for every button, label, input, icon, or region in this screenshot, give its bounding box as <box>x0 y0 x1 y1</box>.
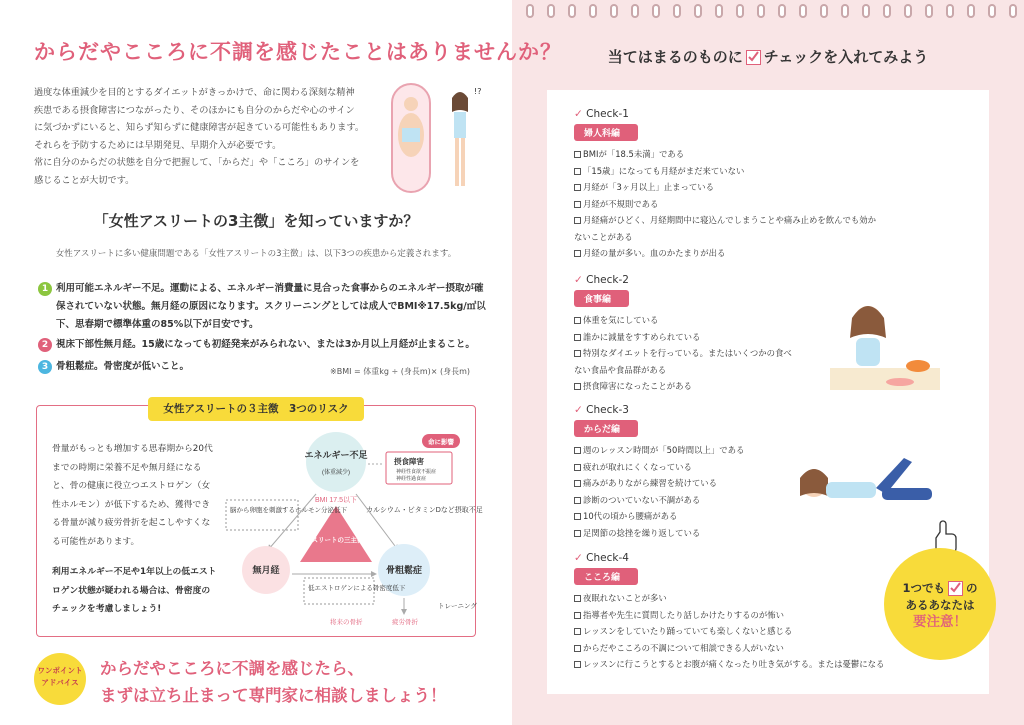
checkbox[interactable] <box>574 464 581 471</box>
checklist-item-text: レッスンに行こうとするとお腹が痛くなったり吐き気がする。または憂鬱になる <box>583 659 885 669</box>
checkbox[interactable] <box>574 201 581 208</box>
eating-girl-illustration <box>830 298 940 394</box>
intro-line: 常に自分のからだの状態を自分で把握して、「からだ」や「こころ」のサインを <box>34 157 360 168</box>
category-label: こころ編 <box>574 568 638 585</box>
energy-label: エネルギー不足 <box>304 450 368 460</box>
checklist-item[interactable] <box>574 590 884 607</box>
binder-ring <box>862 4 870 18</box>
fatigue-fracture-label: 疲労骨折 <box>392 619 418 626</box>
binder-ring <box>883 4 891 18</box>
definition-text: 骨粗鬆症。骨密度が低いこと。 <box>56 361 190 372</box>
binder-ring <box>652 4 660 18</box>
checkbox[interactable] <box>574 184 581 191</box>
check-label: Check-2 <box>586 274 629 286</box>
checkbox[interactable] <box>574 350 581 357</box>
life-badge-label: 命に影響 <box>428 439 454 446</box>
definition-item-2 <box>38 336 486 354</box>
checklist-item-text: 診断のついていない不調がある <box>583 494 701 505</box>
category-label: 食事編 <box>574 290 629 307</box>
binder-ring <box>778 4 786 18</box>
intro-line: に気づかずにいると、知らず知らずに健康障害が起きている可能性もあります。 <box>34 122 365 133</box>
amenorrhea-label: 無月経 <box>252 565 280 575</box>
binder-ring <box>841 4 849 18</box>
bmi-footnote: ※BMI = 体重kg ÷ (身長m)× (身長m) <box>330 367 471 376</box>
number-badge: 3 <box>38 360 52 374</box>
mirror-illustration <box>388 80 493 200</box>
checklist-item[interactable] <box>574 146 884 163</box>
checkbox[interactable] <box>574 151 581 158</box>
check-section-1 <box>574 108 884 262</box>
title-before: 当てはまるのものに <box>607 48 743 66</box>
checklist-item[interactable] <box>574 656 914 673</box>
intro-line: 疾患である摂食障害につながったり、そのほかにも自分のからだや心のサイン <box>34 104 355 116</box>
checkbox-icon <box>948 581 963 596</box>
binder-ring <box>925 4 933 18</box>
check-mark-icon: ✓ <box>574 404 583 416</box>
binder-ring <box>904 4 912 18</box>
checklist-item-text: 痛みがありながら練習を続けている <box>583 478 717 488</box>
check-label: Check-1 <box>586 108 629 120</box>
checklist-item-text: 月経が不規則である <box>583 198 659 209</box>
eating-sub1: 神経性食欲不振症 <box>396 469 437 475</box>
binder-ring <box>526 4 534 18</box>
section-subtitle: 女性アスリートに多い健康問題である「女性アスリートの3主徴」は、以下3つの疾患から定義されます。 <box>55 249 457 259</box>
checklist-item-text: 月経が「3ヶ月以上」止まっている <box>583 182 714 192</box>
checklist-item-text: 「15歳」になっても月経がまだ来ていない <box>583 165 745 176</box>
checklist-item-text: 足関節の捻挫を繰り返している <box>583 527 701 538</box>
checkbox[interactable] <box>574 628 581 635</box>
intro-line: 過度な体重減少を目的とするダイエットがきっかけで、命に関わる深刻な精神 <box>34 87 355 98</box>
low-estrogen-label: 低エストロゲンによる骨密度低下 <box>308 585 406 592</box>
checkbox[interactable] <box>574 612 581 619</box>
binder-ring <box>988 4 996 18</box>
binder-ring <box>1009 4 1017 18</box>
checklist-item[interactable] <box>574 345 794 378</box>
eating-disorder-label: 摂食障害 <box>394 457 424 466</box>
checklist-item-text: 誰かに減量をすすめられている <box>583 331 701 342</box>
checklist-item[interactable] <box>574 623 884 640</box>
checkbox[interactable] <box>574 317 581 324</box>
checklist-item-text: 週のレッスン時間が「50時間以上」である <box>583 445 745 455</box>
check-mark-icon: ✓ <box>574 552 583 564</box>
checklist-item[interactable] <box>574 179 884 196</box>
check-label: Check-4 <box>586 552 629 564</box>
checklist-item-text: 月経の量が多い。血のかたまりが出る <box>583 248 726 258</box>
fat-triad-diagram <box>216 424 483 634</box>
definition-text: 視床下部性無月経。15歳になっても初経発来がみられない、または3か月以上月経が止まること。 <box>56 339 475 350</box>
checkbox[interactable] <box>574 661 581 668</box>
advice-line: からだやこころに不調を感じたら、 <box>100 659 364 678</box>
checklist-item[interactable] <box>574 607 884 624</box>
energy-sublabel: (体重減少) <box>322 470 350 476</box>
check-section-4 <box>574 552 914 673</box>
warn-text: 1つでも <box>902 581 945 595</box>
intro-line: それらを予防するためには早期発見、早期介入が必要です。 <box>34 139 282 151</box>
category-label: からだ編 <box>574 420 638 437</box>
checklist-item-text: レッスンをしていたり踊っていても楽しくないと感じる <box>583 626 793 636</box>
bmi-label: BMI 17.5以下 <box>314 497 358 504</box>
advice-line: まずは立ち止まって専門家に相談しましょう！ <box>100 686 447 705</box>
checklist-item-text: 指導者や先生に質問したり話しかけたりするのが怖い <box>583 609 784 620</box>
advice-text <box>100 655 447 709</box>
binder-ring <box>967 4 975 18</box>
checkbox[interactable] <box>574 497 581 504</box>
binder-ring <box>799 4 807 18</box>
check-mark-icon: ✓ <box>574 108 583 120</box>
warn-text: の <box>966 581 978 595</box>
page-title: からだやこころに不調を感じたことはありませんか？ <box>34 40 562 64</box>
checkbox[interactable] <box>574 217 581 224</box>
checklist <box>574 590 914 673</box>
checkbox[interactable] <box>574 645 581 652</box>
svg-text:!?: !? <box>474 87 482 96</box>
advice-badge: ワンポイントアドバイス <box>34 653 86 705</box>
checklist-item-text: 月経痛がひどく、月経期間中に寝込んでしまうことや痛み止めを飲んでも効かないことがある <box>574 215 876 242</box>
definition-text: 利用可能エネルギー不足。運動による、エネルギー消費量に見合った食事からのエネルギー摂取が確保されていない状態。無月経の原因になります。スクリーニングとしては成人でBMI※17.5kg/㎡以下、思春期で標準体重の85%以下が目安です。 <box>56 283 486 330</box>
checkbox[interactable] <box>574 334 581 341</box>
binder-ring <box>694 4 702 18</box>
checkbox[interactable] <box>574 480 581 487</box>
binder-ring <box>568 4 576 18</box>
checklist-item-text: BMIが「18.5未満」である <box>583 149 685 159</box>
calcium-label: カルシウム・ビタミンDなど摂取不足 <box>366 507 483 514</box>
checklist-item-text: 特別なダイエットを行っている。またはいくつかの食べない食品や食品群がある <box>574 348 792 375</box>
binder-ring <box>547 4 555 18</box>
binder-ring <box>757 4 765 18</box>
binder-ring <box>820 4 828 18</box>
eating-sub2: 神経性過食症 <box>396 476 427 482</box>
checklist-item[interactable] <box>574 245 884 262</box>
binder-ring <box>610 4 618 18</box>
checkbox[interactable] <box>574 530 581 537</box>
checkbox[interactable] <box>574 513 581 520</box>
checklist-item-text: 疲れが取れにくくなっている <box>583 461 692 472</box>
binder-ring <box>673 4 681 18</box>
checklist-item-text: 夜眠れないことが多い <box>583 593 667 603</box>
checklist-item[interactable] <box>574 640 884 657</box>
checkbox-icon <box>746 50 761 65</box>
training-label: トレーニング <box>438 603 477 610</box>
intro-line: 感じることが大切です。 <box>34 174 135 186</box>
fat-triangle <box>300 506 372 562</box>
warn-text: あるあなたは <box>905 598 975 612</box>
category-label: 婦人科編 <box>574 124 638 141</box>
checklist-item[interactable] <box>574 163 884 180</box>
checklist-item-text: 10代の頃から腰痛がある <box>583 511 678 521</box>
checklist-item[interactable] <box>574 212 884 245</box>
number-badge: 2 <box>38 338 52 352</box>
checklist <box>574 146 884 262</box>
title-after: チェックを入れてみよう <box>763 48 929 66</box>
number-badge: 1 <box>38 282 52 296</box>
checkbox[interactable] <box>574 383 581 390</box>
fat-center-label: 女性アスリートの三主徴(FAT) <box>292 537 380 544</box>
osteoporosis-label: 骨粗鬆症 <box>385 565 423 575</box>
risk-advice: 利用エネルギー不足や1年以上の低エストロゲン状態が疑われる場合は、骨密度のチェックを考慮しましょう! <box>52 567 217 614</box>
warning-badge <box>884 548 996 660</box>
future-fracture-label: 将来の骨折 <box>330 619 363 626</box>
lying-girl-illustration <box>792 448 942 508</box>
definition-item-1 <box>38 280 486 334</box>
checkbox[interactable] <box>574 595 581 602</box>
brain-label: 脳から卵胞を刺激するホルモン分泌低下 <box>230 507 347 514</box>
warn-emphasis: 要注意！ <box>913 614 967 630</box>
checkbox[interactable] <box>574 168 581 175</box>
check-label: Check-3 <box>586 404 629 416</box>
binder-ring <box>589 4 597 18</box>
checklist-item-text: からだやこころの不調について相談できる人がいない <box>583 642 784 653</box>
intro-text <box>34 84 379 189</box>
check-mark-icon: ✓ <box>574 274 583 286</box>
binder-ring <box>715 4 723 18</box>
brain-box <box>226 500 298 530</box>
binder-rings <box>512 0 1024 22</box>
checklist-item[interactable] <box>574 508 884 525</box>
energy-node <box>306 432 366 492</box>
binder-ring <box>631 4 639 18</box>
checkbox[interactable] <box>574 250 581 257</box>
risk-explanation: 骨量がもっとも増加する思春期から20代までの時期に栄養不足や無月経になると、骨の健康に役立つエストロゲン（女性ホルモン）が低下するため、獲得できる骨量が減り疲労骨折を起こしやすくなる可能性があります。 <box>52 444 213 547</box>
section-title: 「女性アスリートの3主徴」を知っていますか？ <box>93 212 419 230</box>
checklist-item-text: 体重を気にしている <box>583 315 659 325</box>
checklist-item-text: 摂食障害になったことがある <box>583 381 692 391</box>
checkbox[interactable] <box>574 447 581 454</box>
checklist-title <box>512 46 1024 67</box>
binder-ring <box>946 4 954 18</box>
risk-box-title: 女性アスリートの３主徴 3つのリスク <box>148 397 364 421</box>
checklist-item[interactable] <box>574 525 884 542</box>
checklist-item[interactable] <box>574 196 884 213</box>
binder-ring <box>736 4 744 18</box>
